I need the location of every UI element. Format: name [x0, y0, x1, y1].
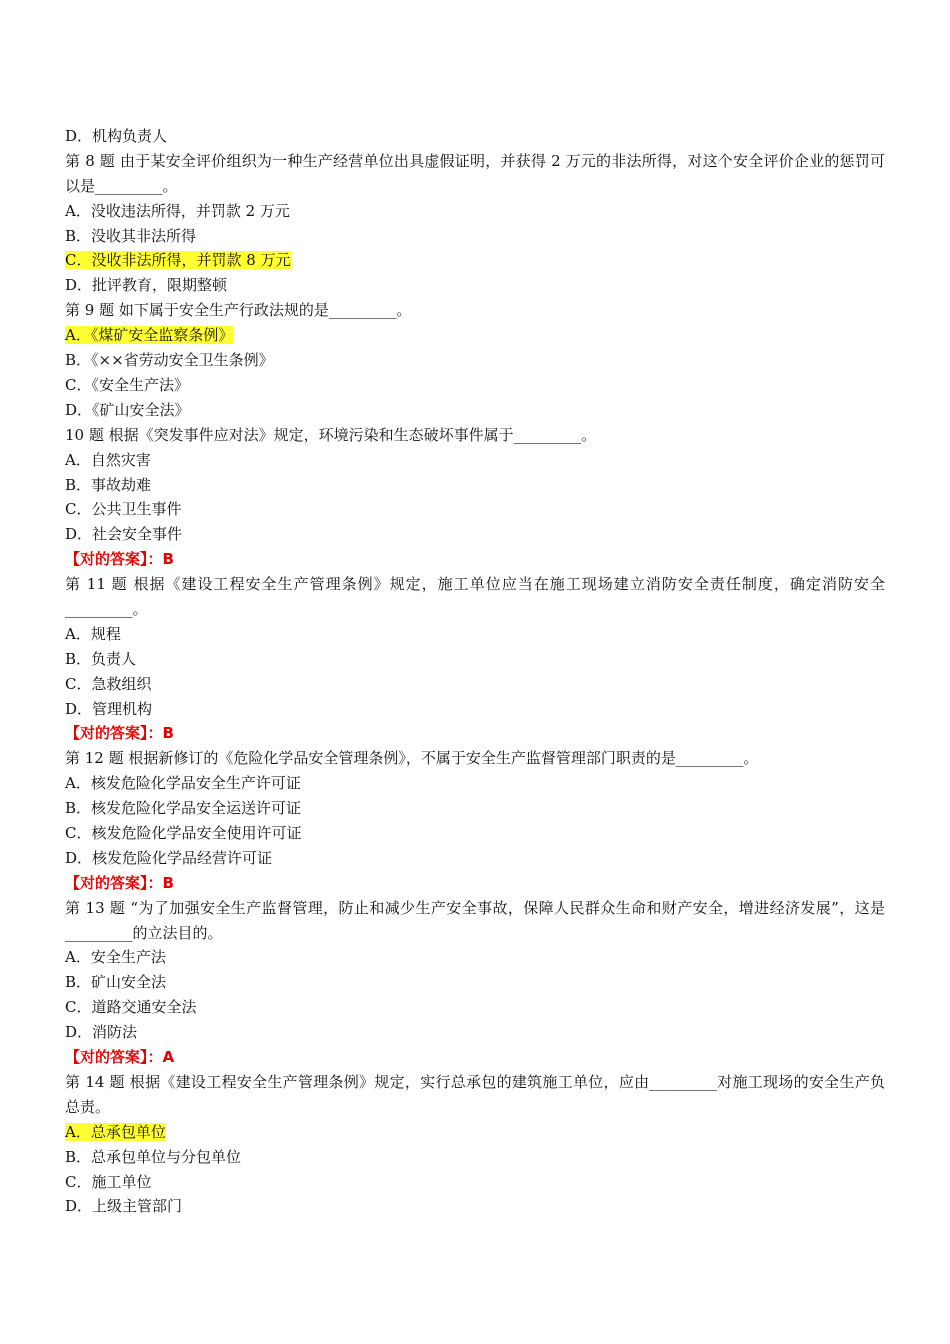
option-line — [65, 497, 885, 522]
line-text: 第 13 题 “为了加强安全生产监督管理，防止和减少生产安全事故，保障人民群众生命和财产安全，增进经济发展”，这是_________的立法目的。 — [65, 898, 885, 942]
option-line — [65, 124, 885, 149]
option-line — [65, 846, 885, 871]
answer-text: 【对的答案】：A — [65, 1048, 175, 1067]
option-line — [65, 224, 885, 249]
option-line — [65, 273, 885, 298]
question-line — [65, 149, 885, 199]
option-line — [65, 1145, 885, 1170]
line-text: D．《矿山安全法》 — [65, 400, 190, 419]
line-text: 第 14 题 根据《建设工程安全生产管理条例》规定，实行总承包的建筑施工单位，应由_________对施工现场的安全生产负总责。 — [65, 1072, 885, 1116]
option-line — [65, 796, 885, 821]
question-line — [65, 1070, 885, 1120]
line-text: B．负责人 — [65, 649, 137, 668]
option-line — [65, 771, 885, 796]
answer-line — [65, 1045, 885, 1070]
line-text: A．没收违法所得，并罚款 2 万元 — [65, 201, 290, 220]
option-line — [65, 522, 885, 547]
question-line — [65, 746, 885, 771]
option-line — [65, 398, 885, 423]
line-text: D．核发危险化学品经营许可证 — [65, 848, 273, 867]
line-text: B．没收其非法所得 — [65, 226, 197, 245]
line-text: C．公共卫生事件 — [65, 500, 182, 519]
question-line — [65, 572, 885, 622]
document-body — [65, 124, 885, 1219]
line-text: D．批评教育，限期整顿 — [65, 276, 228, 295]
option-line — [65, 1194, 885, 1219]
option-line — [65, 1120, 885, 1145]
option-line — [65, 373, 885, 398]
line-text: B．矿山安全法 — [65, 973, 167, 992]
option-line — [65, 448, 885, 473]
option-line — [65, 1170, 885, 1195]
line-text: D．社会安全事件 — [65, 525, 183, 544]
highlighted-option-text: C．没收非法所得，并罚款 8 万元 — [65, 251, 291, 270]
option-line — [65, 970, 885, 995]
line-text: 第 9 题 如下属于安全生产行政法规的是_________。 — [65, 301, 412, 320]
line-text: D．上级主管部门 — [65, 1197, 183, 1216]
line-text: B．《××省劳动安全卫生条例》 — [65, 351, 274, 370]
line-text: D．管理机构 — [65, 699, 153, 718]
line-text: 10 题 根据《突发事件应对法》规定，环境污染和生态破坏事件属于_________。 — [65, 425, 597, 444]
line-text: 第 12 题 根据新修订的《危险化学品安全管理条例》，不属于安全生产监督管理部门职责的是_________。 — [65, 749, 759, 768]
line-text: 第 8 题 由于某安全评价组织为一种生产经营单位出具虚假证明，并获得 2 万元的非法所得，对这个安全评价企业的惩罚可以是_________。 — [65, 151, 885, 195]
answer-text: 【对的答案】：B — [65, 550, 174, 569]
line-text: D．机构负责人 — [65, 127, 168, 145]
line-text: 第 11 题 根据《建设工程安全生产管理条例》规定，施工单位应当在施工现场建立消防安全责任制度，确定消防安全_________。 — [65, 575, 885, 618]
line-text: C．道路交通安全法 — [65, 998, 197, 1017]
line-text: A．核发危险化学品安全生产许可证 — [65, 774, 301, 793]
option-line — [65, 945, 885, 970]
option-line — [65, 323, 885, 348]
line-text: A．安全生产法 — [65, 948, 166, 967]
highlighted-option-text: A．总承包单位 — [65, 1122, 166, 1141]
line-text: D．消防法 — [65, 1023, 138, 1042]
answer-line — [65, 547, 885, 572]
option-line — [65, 248, 885, 273]
line-text: C．核发危险化学品安全使用许可证 — [65, 824, 302, 842]
line-text: A．规程 — [65, 624, 121, 643]
answer-line — [65, 871, 885, 896]
line-text: C．施工单位 — [65, 1172, 152, 1191]
option-line — [65, 199, 885, 224]
answer-text: 【对的答案】：B — [65, 724, 174, 743]
option-line — [65, 821, 885, 846]
option-line — [65, 473, 885, 498]
line-text: B．核发危险化学品安全运送许可证 — [65, 799, 302, 818]
option-line — [65, 1020, 885, 1045]
answer-text: 【对的答案】：B — [65, 873, 174, 892]
line-text: C．急救组织 — [65, 674, 152, 693]
question-line — [65, 298, 885, 323]
question-line — [65, 423, 885, 448]
line-text: B．总承包单位与分包单位 — [65, 1147, 242, 1166]
question-line — [65, 896, 885, 946]
line-text: B．事故劫难 — [65, 475, 152, 494]
line-text: A．自然灾害 — [65, 450, 151, 469]
answer-line — [65, 721, 885, 746]
option-line — [65, 622, 885, 647]
option-line — [65, 647, 885, 672]
option-line — [65, 348, 885, 373]
option-line — [65, 672, 885, 697]
option-line — [65, 697, 885, 722]
line-text: C．《安全生产法》 — [65, 375, 189, 394]
option-line — [65, 995, 885, 1020]
highlighted-option-text: A．《煤矿安全监察条例》 — [65, 326, 234, 345]
